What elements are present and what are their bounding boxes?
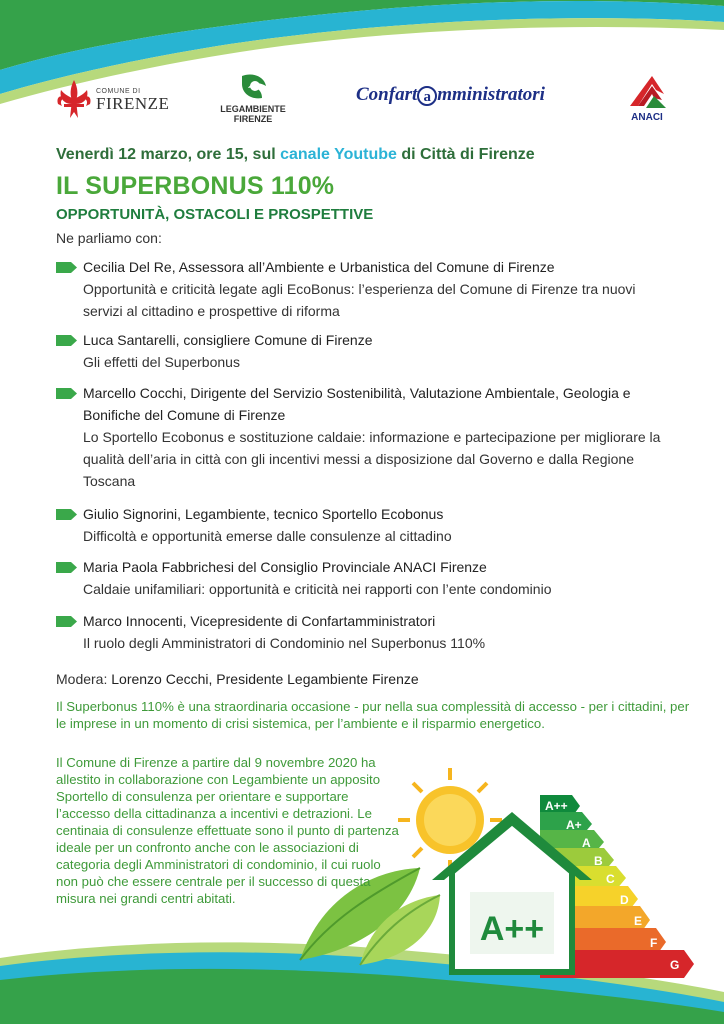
speaker-topic: Lo Sportello Ecobonus e sostituzione caldaie: informazione e partecipazione per migliorare la qualità dell’aria in città con gli incentivi messi a disposizione dal Governo e dalla Regione Toscana: [83, 429, 661, 489]
comune-firenze-logo: [54, 74, 170, 124]
energy-class-label: C: [606, 872, 615, 886]
speaker-name: Maria Paola Fabbrichesi del Consiglio Provinciale ANACI Firenze: [83, 559, 487, 575]
speaker-name: Marcello Cocchi, Dirigente del Servizio Sostenibilità, Valutazione Ambientale, Geologia e Bonifiche del Comune di Firenze: [83, 385, 631, 423]
intro-text: Ne parliamo con:: [56, 230, 162, 246]
energy-class-label: D: [620, 893, 629, 907]
arrow-bullet-icon: [56, 388, 77, 399]
speaker-name: Cecilia Del Re, Assessora all’Ambiente e Urbanistica del Comune di Firenze: [83, 259, 555, 275]
energy-class-label: E: [634, 914, 643, 928]
legambiente-logo-line2: FIRENZE: [233, 114, 273, 124]
speaker-item: [56, 610, 676, 654]
event-prefix: Venerdì 12 marzo, ore 15, sul: [56, 146, 281, 163]
speaker-item: [56, 382, 676, 492]
speaker-topic: Gli effetti del Superbonus: [83, 354, 240, 370]
arrow-bullet-icon: [56, 562, 77, 573]
confart-text: Confart: [356, 84, 418, 105]
comune-logo-line1: COMUNE DI: [96, 88, 141, 95]
speaker-item: [56, 556, 676, 600]
speaker-item: [56, 329, 676, 373]
energy-class-label: B: [594, 854, 603, 868]
page-subtitle: OPPORTUNITÀ, OSTACOLI E PROSPETTIVE: [56, 206, 374, 223]
arrow-bullet-icon: [56, 262, 77, 273]
energy-class-label: A+: [566, 818, 582, 832]
anaci-roof-icon: [626, 72, 668, 110]
anaci-logo: [624, 72, 670, 128]
comune-logo-line2: FIRENZE: [96, 94, 170, 113]
event-info: [56, 146, 535, 164]
moderator-name: Lorenzo Cecchi, Presidente Legambiente Firenze: [111, 671, 419, 687]
amministratori-text: mministratori: [437, 84, 545, 105]
event-suffix: di Città di Firenze: [396, 146, 535, 163]
speaker-item: [56, 256, 676, 322]
arrow-bullet-icon: [56, 335, 77, 346]
energy-class-label: A: [582, 836, 591, 850]
speaker-name: Luca Santarelli, consigliere Comune di Firenze: [83, 332, 373, 348]
anaci-text: ANACI: [631, 112, 663, 123]
speaker-topic: Opportunità e criticità legate agli EcoBonus: l’esperienza del Comune di Firenze tra nuovi servizi al cittadino e prospettive di riforma: [83, 281, 636, 319]
arrow-bullet-icon: [56, 509, 77, 520]
legambiente-logo-line1: LEGAMBIENTE: [220, 104, 286, 114]
sportello-paragraph: Il Comune di Firenze a partire dal 9 novembre 2020 ha allestito in collaborazione con Legambiente un apposito Sportello di consulenza per orientare e supportare l’accesso della cittadinanza a incentivi e detrazioni. Le centinaia di consulenze effettuate sono il punto di partenza ideale per un confronto anche con le associazioni di categoria degli Amministratori di condominio, il cui ruolo non può che essere centrale per il successo di questa misura nei grandi centri abitati.: [56, 755, 399, 906]
page-title: IL SUPERBONUS 110%: [56, 172, 335, 200]
moderator-label: Modera:: [56, 671, 112, 687]
legambiente-logo: [218, 70, 288, 128]
speaker-name: Marco Innocenti, Vicepresidente di Confartamministratori: [83, 613, 436, 629]
speaker-topic: Caldaie unifamiliari: opportunità e criticità nei rapporti con l’ente condominio: [83, 581, 552, 597]
legambiente-leaf-icon: [238, 70, 268, 102]
confartamministratori-logo: [356, 84, 566, 114]
moderator-line: [56, 671, 419, 687]
speaker-item: [56, 503, 676, 547]
energy-class-label: F: [650, 936, 658, 950]
speaker-topic: Il ruolo degli Amministratori di Condominio nel Superbonus 110%: [83, 635, 486, 651]
speaker-name: Giulio Signorini, Legambiente, tecnico Sportello Ecobonus: [83, 506, 444, 522]
youtube-channel-link[interactable]: canale Youtube: [280, 146, 397, 163]
arrow-bullet-icon: [56, 616, 77, 627]
energy-class-label: G: [670, 958, 680, 972]
confart-at-icon: a: [417, 86, 437, 106]
speaker-topic: Difficoltà e opportunità emerse dalle consulenze al cittadino: [83, 528, 452, 544]
description-paragraph: Il Superbonus 110% è una straordinaria occasione - pur nella sua complessità di accesso - per i cittadini, per le imprese in un momento di crisi sistemica, per l’ambiente e il risparmio energetico.: [56, 699, 690, 731]
energy-class-label: A++: [545, 799, 568, 813]
house-rating-label: A++: [479, 910, 545, 948]
